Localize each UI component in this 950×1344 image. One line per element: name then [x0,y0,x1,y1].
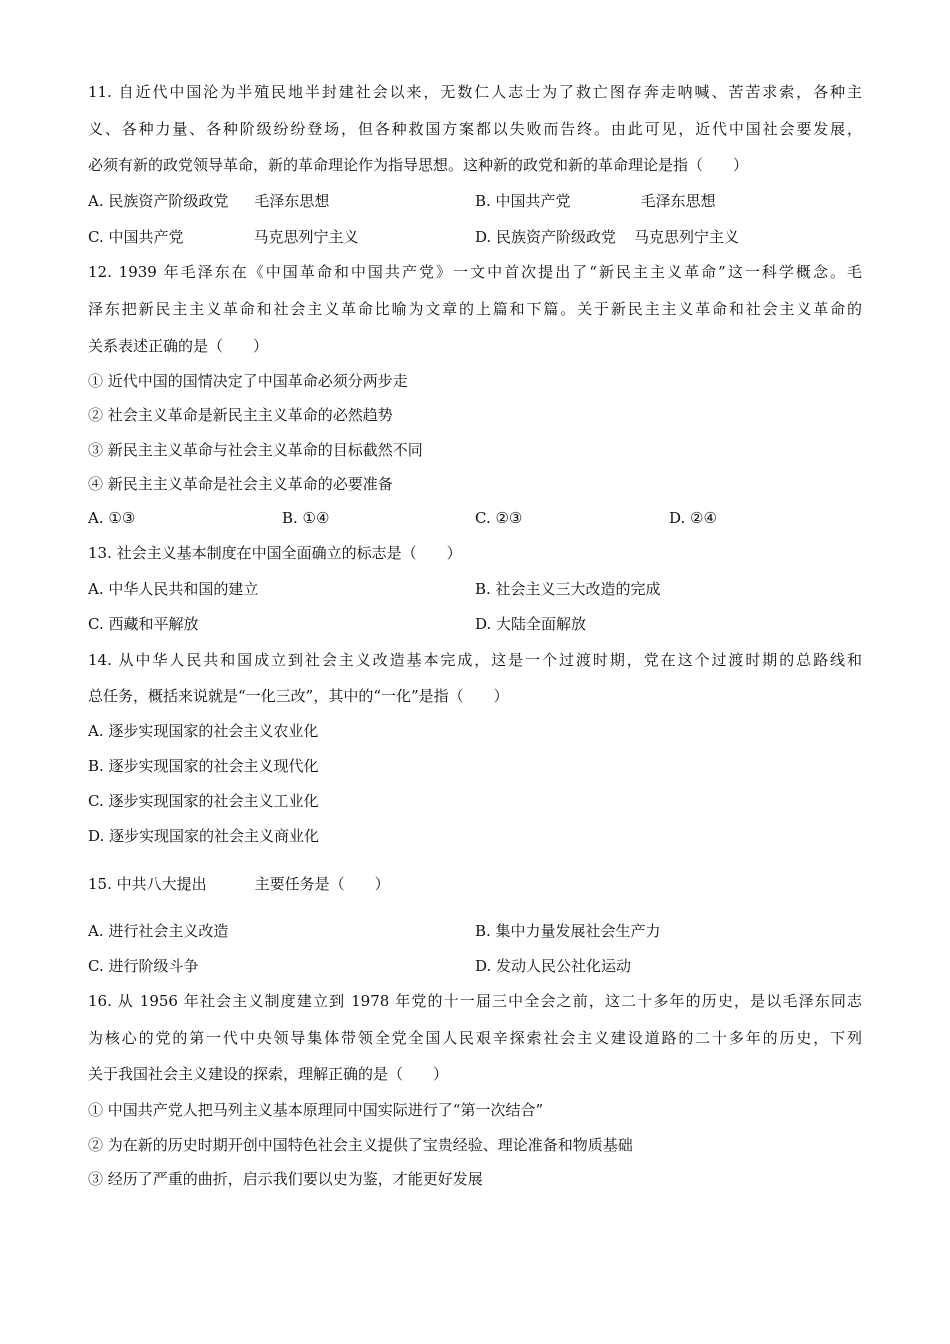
q13-option-c[interactable]: C. 西藏和平解放 [88,615,199,633]
q11-stem-line-1: 11. 自近代中国沦为半殖民地半封建社会以来，无数仁人志士为了救亡图存奔走呐喊、苦苦求索，各种主 [88,83,862,101]
q12-statement-3: ③ 新民主主义革命与社会主义革命的目标截然不同 [88,441,423,459]
q11-option-d-party: D. 民族资产阶级政党 [475,228,617,246]
q14-stem-line-1: 14. 从中华人民共和国成立到社会主义改造基本完成，这是一个过渡时期，党在这个过渡时期的总路线和 [88,651,862,669]
q15-stem-part-2: 主要任务是（ ） [254,875,390,893]
q12-stem-line-3: 关系表述正确的是（ ） [88,337,269,355]
q12-option-d[interactable]: D. ②④ [669,509,717,527]
q14-option-b[interactable]: B. 逐步实现国家的社会主义现代化 [88,757,319,775]
q14-option-d[interactable]: D. 逐步实现国家的社会主义商业化 [88,827,320,845]
q11-option-c-theory: 马克思列宁主义 [253,228,359,246]
q14-option-a[interactable]: A. 逐步实现国家的社会主义农业化 [88,722,319,740]
q11-option-c[interactable] [88,227,359,247]
q11-option-c-party: C. 中国共产党 [88,228,184,246]
q11-option-b[interactable] [475,191,716,211]
q11-option-a-theory: 毛泽东思想 [254,192,330,210]
q12-statement-4: ④ 新民主主义革命是社会主义革命的必要准备 [88,475,393,493]
q13-option-b[interactable]: B. 社会主义三大改造的完成 [475,580,661,598]
q15-stem [88,874,390,894]
q13-option-d[interactable]: D. 大陆全面解放 [475,615,587,633]
q16-statement-3: ③ 经历了严重的曲折，启示我们要以史为鉴，才能更好发展 [88,1170,483,1188]
q12-statement-1: ① 近代中国的国情决定了中国革命必须分两步走 [88,372,408,390]
q16-statement-2: ② 为在新的历史时期开创中国特色社会主义提供了宝贵经验、理论准备和物质基础 [88,1136,633,1154]
q11-option-b-party: B. 中国共产党 [475,192,571,210]
q13-stem: 13. 社会主义基本制度在中国全面确立的标志是（ ） [88,544,462,562]
q16-statement-1: ① 中国共产党人把马列主义基本原理同中国实际进行了“第一次结合” [88,1101,544,1119]
q11-option-d-theory: 马克思列宁主义 [634,228,740,246]
q12-option-a[interactable]: A. ①③ [88,509,136,527]
q12-option-b[interactable]: B. ①④ [282,509,330,527]
q13-option-a[interactable]: A. 中华人民共和国的建立 [88,580,259,598]
q11-stem-line-3: 必须有新的政党领导革命，新的革命理论作为指导思想。这种新的政党和新的革命理论是指（ ） [88,156,749,174]
q14-stem-line-2: 总任务，概括来说就是“一化三改”，其中的“一化”是指（ ） [88,687,509,705]
q12-statement-2: ② 社会主义革命是新民主主义革命的必然趋势 [88,406,393,424]
q15-option-a[interactable]: A. 进行社会主义改造 [88,922,229,940]
q15-stem-part-1: 15. 中共八大提出 [88,875,207,893]
q15-option-c[interactable]: C. 进行阶级斗争 [88,957,199,975]
q11-option-b-theory: 毛泽东思想 [640,192,716,210]
q15-option-d[interactable]: D. 发动人民公社化运动 [475,957,632,975]
q12-option-c[interactable]: C. ②③ [475,509,523,527]
q16-stem-line-2: 为核心的党的第一代中央领导集体带领全党全国人民艰辛探索社会主义建设道路的二十多年的历史，下列 [88,1029,862,1047]
q16-stem-line-1: 16. 从 1956 年社会主义制度建立到 1978 年党的十一届三中全会之前，这二十多年的历史，是以毛泽东同志 [88,992,862,1010]
q14-option-c[interactable]: C. 逐步实现国家的社会主义工业化 [88,792,319,810]
q12-stem-line-2: 泽东把新民主主义革命和社会主义革命比喻为文章的上篇和下篇。关于新民主主义革命和社会主义革命的 [88,300,862,318]
q11-option-d[interactable] [475,227,739,247]
q15-option-b[interactable]: B. 集中力量发展社会生产力 [475,922,661,940]
q12-stem-line-1: 12. 1939 年毛泽东在《中国革命和中国共产党》一文中首次提出了“新民主主义革命”这一科学概念。毛 [88,263,862,281]
q11-option-a-party: A. 民族资产阶级政党 [88,192,229,210]
q11-option-a[interactable] [88,191,329,211]
q16-stem-line-3: 关于我国社会主义建设的探索，理解正确的是（ ） [88,1065,449,1083]
q11-stem-line-2: 义、各种力量、各种阶级纷纷登场，但各种救国方案都以失败而告终。由此可见，近代中国社会要发展， [88,120,862,138]
